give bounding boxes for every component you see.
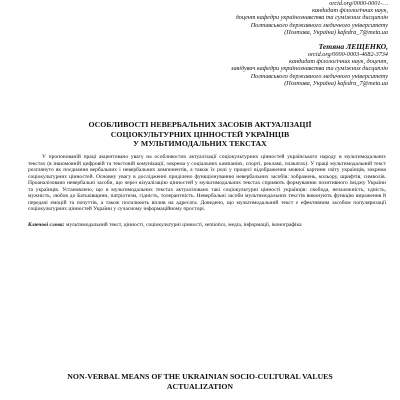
author2-location: (Полтава, Україна) kafedra_7@meta.ua — [284, 79, 388, 87]
abstract-text: У пропонованій праці акцентовано увагу на особливостях актуалізації соціокультурних цінностей українського народу в мультимодальних текстах (в іншомовній цифровій та текстовій комунікації, зокрема у соціальних кампаніях, спорті, рекламі, плакатах). У праці мультимодальний текст розглянуто як поєднання вербальних і невербальних компонентів, а також їх ролі у процесі відображення мовної картини світу українців, зокрема соціокультурних цінностей. Основну увагу в дослідженні приділено функціонуванню невербальних засобів: зображень, кольору, шрифтів, символів. Проаналізовано невербальні засоби, що через візуалізацію цінностей у мультимодальних текстах сприяють формуванню позитивного іміджу України та українців. Установлено, що в мультимодальних текстах актуалізовано такі соціокультурні цінності українців: свобода, незалежність, єдність, мужність, любов до Батьківщини, патріотизм, гідність, толерантність. Невербальні засоби мультимодальних текстів виконують функцію вираження й передачі емоцій та почуттів, а також посилюють вплив на адресата. Доведено, що мультимодальний текст є ефективним засобом популяризації соціокультурних цінностей України у сучасному інформаційному просторі. — [28, 154, 386, 213]
keywords-label: Ключові слова: — [28, 222, 65, 228]
author2-position: завідувач кафедри українознавства та суміжних дисциплін — [231, 65, 388, 73]
title-uk-line: ОСОБЛИВОСТІ НЕВЕРБАЛЬНИХ ЗАСОБІВ АКТУАЛІЗАЦІЇ — [88, 120, 312, 129]
author1-affiliation — [236, 0, 388, 36]
author1-line: кандидат філологічних наук, — [312, 7, 388, 15]
author2-university: Полтавського державного медичного університету — [250, 72, 388, 80]
author2-block — [231, 42, 388, 87]
title-uk-line: У МУЛЬТИМОДАЛЬНИХ ТЕКСТАХ — [133, 139, 267, 149]
title-en-line: ACTUALIZATION — [166, 381, 234, 391]
keywords — [28, 222, 386, 229]
author1-line: доцент кафедри українознавства та суміжних дисциплін — [235, 14, 388, 22]
article-title-en — [30, 372, 370, 391]
author1-line: (Полтава, Україна) kafedra_7@meta.ua — [284, 28, 388, 36]
author2-degree: кандидат філологічних наук, доцент, — [289, 58, 388, 66]
title-en-line: NON-VERBAL MEANS OF THE UKRAINIAN SOCIO-CULTURAL VALUES — [67, 372, 333, 381]
title-uk-line: СОЦІОКУЛЬТУРНИХ ЦІННОСТЕЙ УКРАЇНЦІВ — [110, 129, 290, 139]
article-title-uk — [30, 120, 370, 149]
abstract — [28, 154, 386, 213]
author2-orcid: orcid.org/0000-0003-4682-3734 — [307, 51, 388, 58]
author2-name: Тетяна ЛЕЩЕНКО, — [318, 42, 388, 51]
author1-line: Полтавського державного медичного університету — [250, 21, 388, 29]
author1-line: orcid.org/0000-0001-… — [329, 0, 388, 7]
keywords-text: мультимодальний текст, цінності, соціокультурні цінності, semiotics, медіа, інформації, іконографіка — [65, 222, 302, 228]
